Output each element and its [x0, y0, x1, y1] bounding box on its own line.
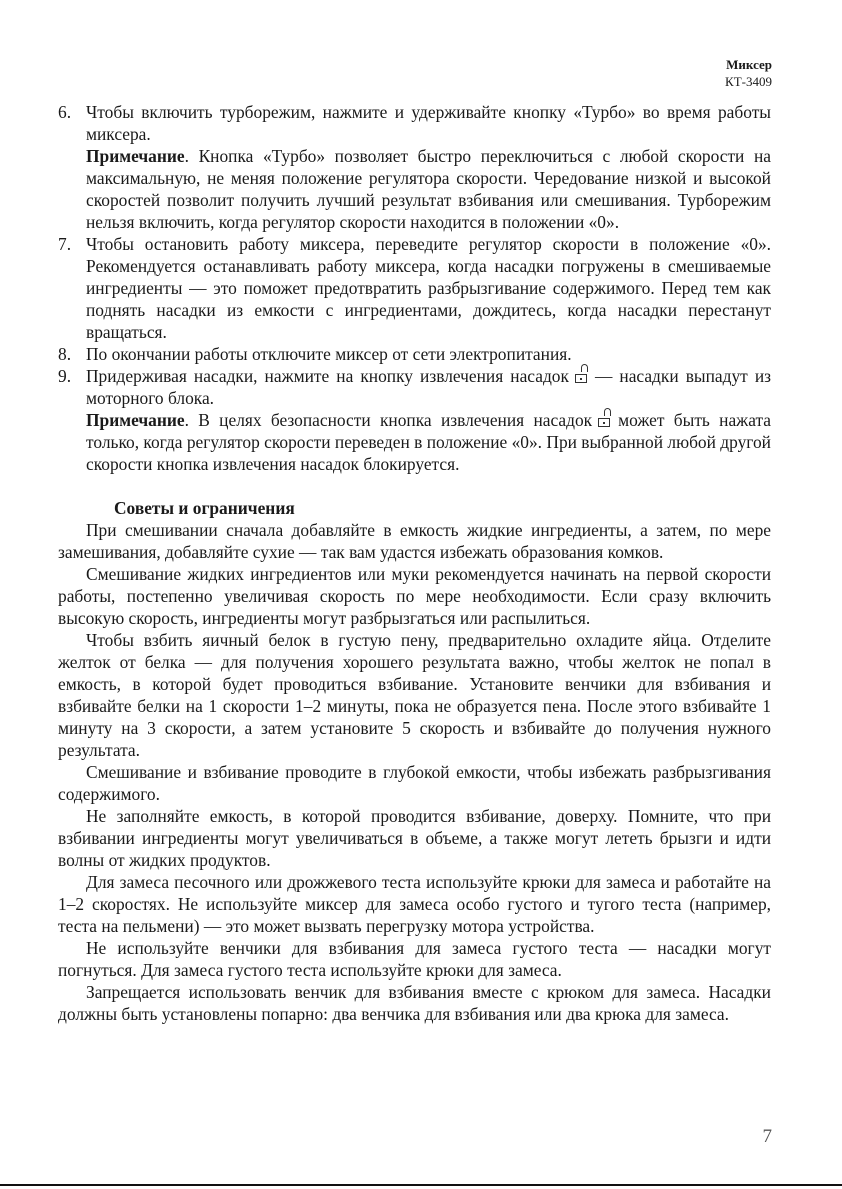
note-label: Примечание [86, 410, 185, 430]
step-number: 8. [58, 344, 72, 364]
note-text-after-icon: может быть нажата только, когда регулятор скорости переведен в положение «0». При выбранной любой другой скорости кнопка извлечения насадок блокируется. [86, 410, 771, 474]
model-number: КТ-3409 [725, 74, 772, 89]
unlock-icon [598, 415, 612, 427]
step-note [86, 409, 771, 475]
tips-section [58, 497, 771, 1025]
step-9 [58, 365, 771, 475]
tip-paragraph: Смешивание и взбивание проводите в глубокой емкости, чтобы избежать разбрызгивания содержимого. [58, 762, 771, 804]
page-number: 7 [762, 1126, 772, 1147]
note-text: . Кнопка «Турбо» позволяет быстро переключиться с любой скорости на максимальную, не меняя положение регулятора скорости. Чередование низкой и высокой скоростей позволит получить лучший результат взбивания или смешивания. Турборежим нельзя включить, когда регулятор скорости находится в положении «0». [86, 146, 771, 232]
step-text-before-icon: Придерживая насадки, нажмите на кнопку извлечения насадок [86, 366, 569, 386]
unlock-icon [575, 371, 589, 383]
step-text: По окончании работы отключите миксер от сети электропитания. [86, 344, 572, 364]
tip-paragraph: Не заполняйте емкость, в которой проводится взбивание, доверху. Помните, что при взбивании ингредиенты могут увеличиваться в объеме, а также могут лететь брызги и идти волны от жидких продуктов. [58, 806, 771, 870]
step-number: 7. [58, 234, 72, 254]
tip-paragraph: Для замеса песочного или дрожжевого теста используйте крюки для замеса и работайте на 1–2 скоростях. Не используйте миксер для замеса особо густого и тугого теста (например, теста на пельмени) — это может вызвать перегрузку мотора устройства. [58, 872, 771, 936]
page-content [58, 101, 771, 1025]
note-label: Примечание [86, 146, 185, 166]
note-text-before-icon: . В целях безопасности кнопка извлечения насадок [184, 410, 593, 430]
step-text: Чтобы остановить работу миксера, переведите регулятор скорости в положение «0». Рекомендуется останавливать работу миксера, когда насадки погружены в смешиваемые ингредиенты — это поможет предотвратить разбрызгивание содержимого. Перед тем как поднять насадки из емкости с ингредиентами, дождитесь, когда насадки перестанут вращаться. [86, 234, 771, 342]
step-8 [58, 343, 771, 365]
page-header [725, 56, 772, 90]
step-text [86, 365, 771, 409]
step-number: 9. [58, 366, 72, 386]
step-6 [58, 101, 771, 233]
step-text: Чтобы включить турборежим, нажмите и удерживайте кнопку «Турбо» во время работы миксера. [86, 102, 771, 144]
step-7 [58, 233, 771, 343]
tip-paragraph: Не используйте венчики для взбивания для замеса густого теста — насадки могут погнуться. Для замеса густого теста используйте крюки для замеса. [58, 938, 771, 980]
tip-paragraph: Запрещается использовать венчик для взбивания вместе с крюком для замеса. Насадки должны быть установлены попарно: два венчика для взбивания или два крюка для замеса. [58, 982, 771, 1024]
product-name: Миксер [726, 57, 772, 72]
section-title: Советы и ограничения [114, 498, 295, 518]
step-note [86, 145, 771, 233]
tip-paragraph: Чтобы взбить яичный белок в густую пену, предварительно охладите яйца. Отделите желток от белка — для получения хорошего результата важно, чтобы желток не попал в емкость, в которой будет проводиться взбивание. Установите венчики для взбивания и взбивайте белки на 1 скорости 1–2 минуты, пока не образуется пена. После этого взбивайте 1 минуту на 3 скорости, а затем установите 5 скорость и взбивайте до получения нужного результата. [58, 630, 771, 760]
step-text-after-icon: — насадки выпадут из моторного блока. [86, 366, 771, 408]
bottom-divider [0, 1184, 842, 1186]
instruction-steps [58, 101, 771, 475]
tip-paragraph: Смешивание жидких ингредиентов или муки рекомендуется начинать на первой скорости работы, постепенно увеличивая скорость по мере необходимости. Если сразу включить высокую скорость, ингредиенты могут разбрызгаться или распылиться. [58, 564, 771, 628]
tip-paragraph: При смешивании сначала добавляйте в емкость жидкие ингредиенты, а затем, по мере замешивания, добавляйте сухие — так вам удастся избежать образования комков. [58, 520, 771, 562]
step-number: 6. [58, 102, 72, 122]
